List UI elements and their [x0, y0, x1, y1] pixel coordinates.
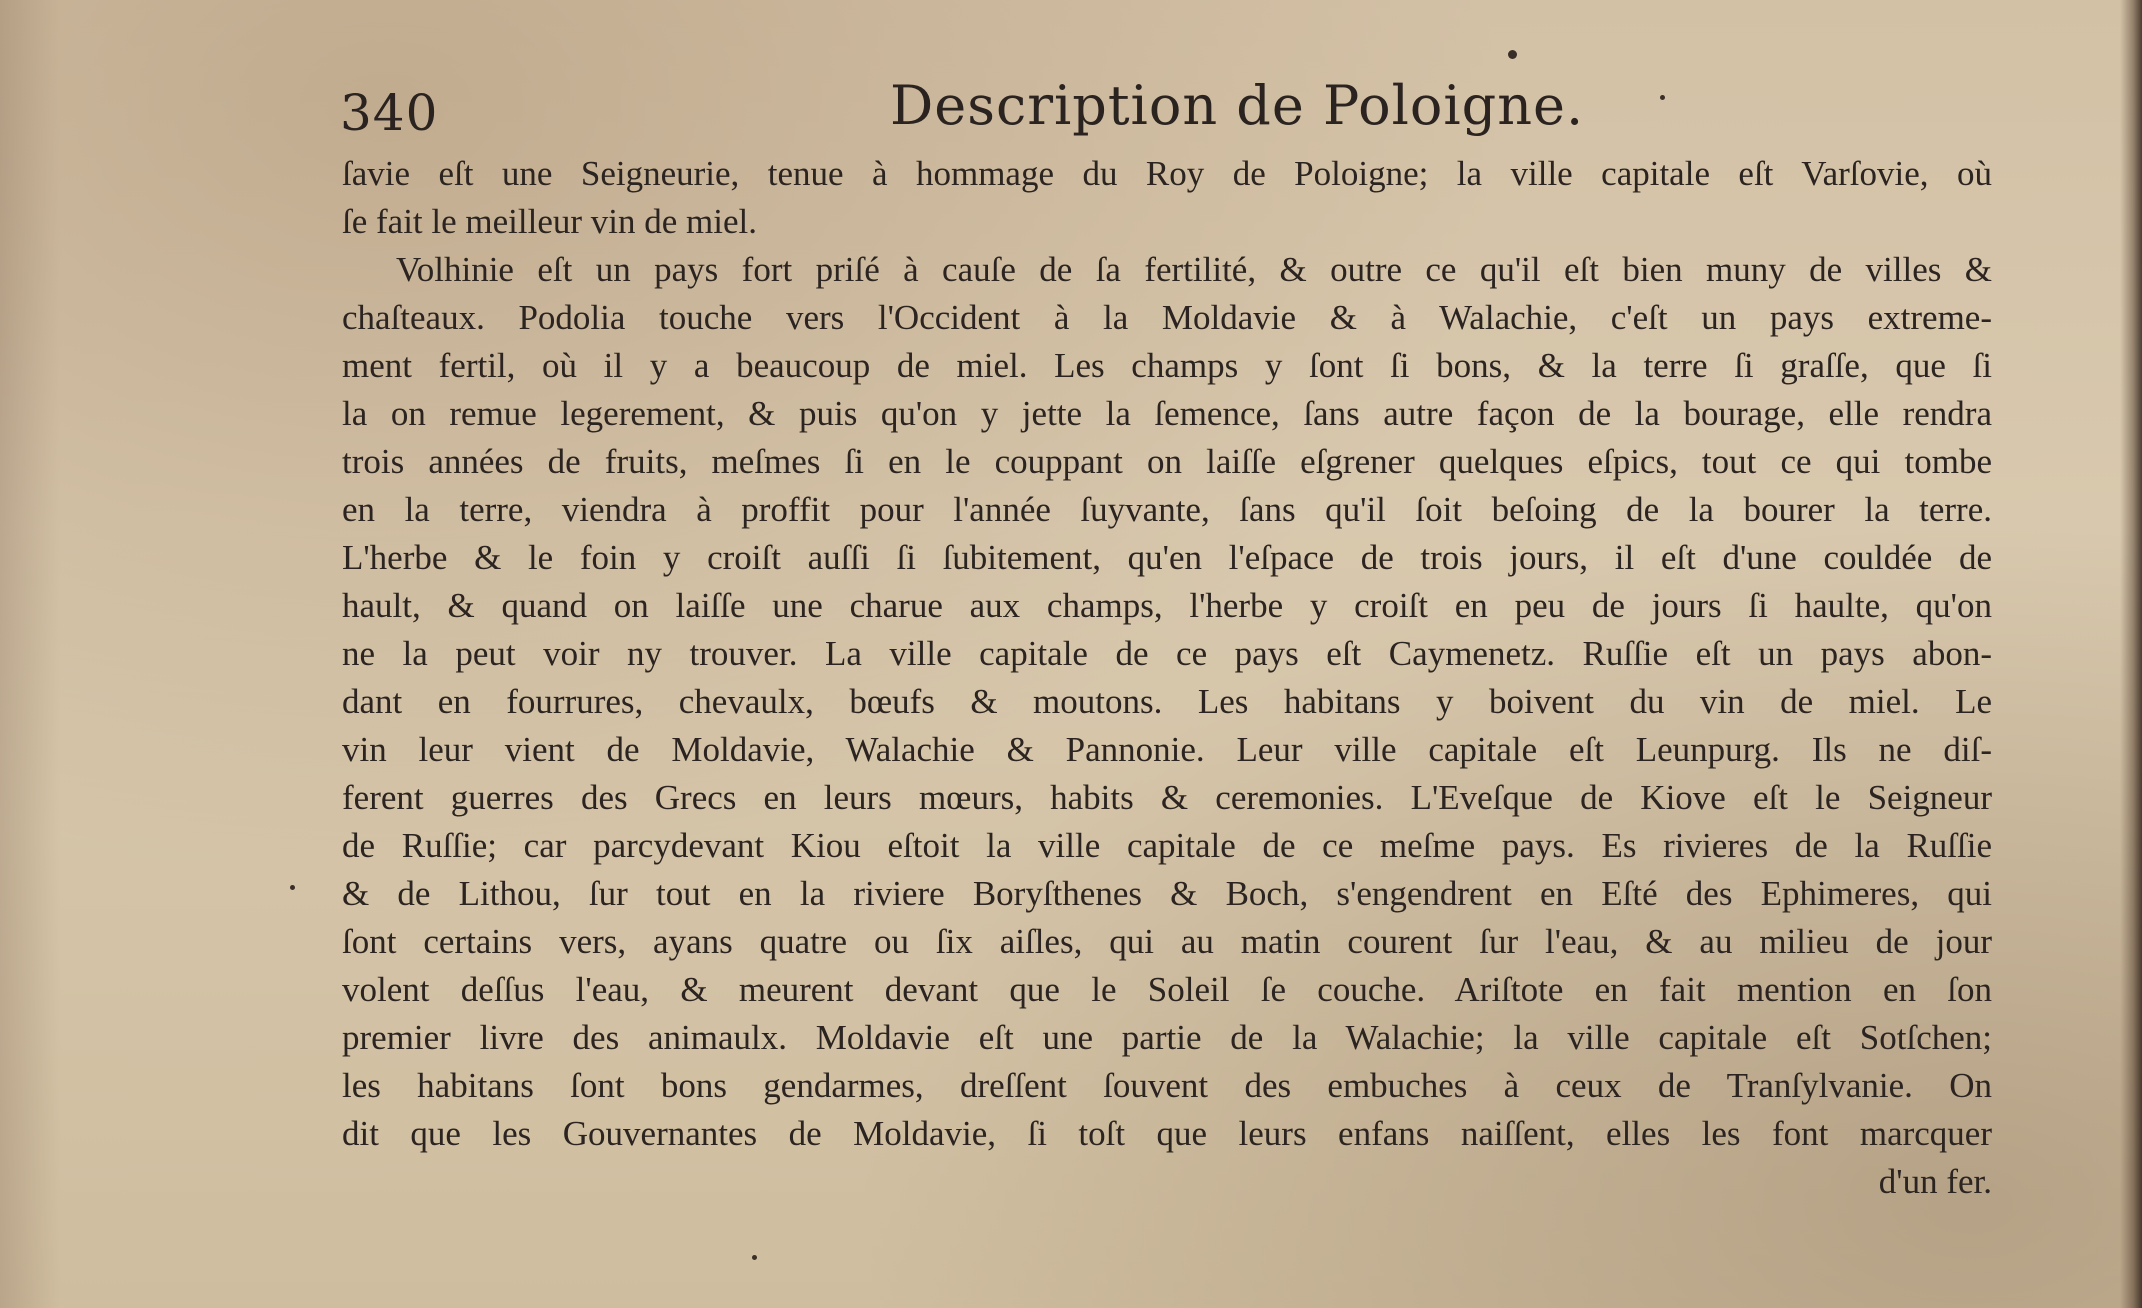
page-number: 340: [340, 84, 439, 142]
text-line: trois années de fruits, meſmes ſi en le couppant on laiſſe eſgrener quelques eſpics, tout ce qui tombe: [342, 442, 1992, 481]
body-text: [342, 150, 1992, 1206]
page-header: [340, 64, 2000, 154]
text-line: ſavie eſt une Seigneurie, tenue à hommage du Roy de Poloigne; la ville capitale eſt Varſovie, où: [342, 154, 1992, 193]
text-line: les habitans ſont bons gendarmes, dreſſent ſouvent des embuches à ceux de Tranſylvanie. On: [342, 1066, 1992, 1105]
text-line: ſe fait le meilleur vin de miel.: [342, 202, 757, 241]
page-edge-shadow: [2120, 0, 2142, 1308]
text-line: chaſteaux. Podolia touche vers l'Occident à la Moldavie & à Walachie, c'eſt un pays extreme-: [342, 298, 1992, 337]
running-title: Description de Poloigne.: [890, 74, 1585, 137]
text-line: volent deſſus l'eau, & meurent devant que le Soleil ſe couche. Ariſtote en fait mention en ſon: [342, 970, 1992, 1009]
text-line: en la terre, viendra à proffit pour l'année ſuyvante, ſans qu'il ſoit beſoing de la bourer la terre.: [342, 490, 1992, 529]
text-line: ſont certains vers, ayans quatre ou ſix aiſles, qui au matin courent ſur l'eau, & au milieu de jour: [342, 922, 1992, 961]
text-line: la on remue legerement, & puis qu'on y jette la ſemence, ſans autre façon de la bourage, elle rendra: [342, 394, 1992, 433]
ink-speck: [290, 885, 295, 890]
ink-speck: [1508, 50, 1517, 59]
text-line: Volhinie eſt un pays fort priſé à cauſe de ſa fertilité, & outre ce qu'il eſt bien muny de villes &: [396, 250, 1992, 289]
text-line: hault, & quand on laiſſe une charue aux champs, l'herbe y croiſt en peu de jours ſi haulte, qu'on: [342, 586, 1992, 625]
text-line: ferent guerres des Grecs en leurs mœurs, habits & ceremonies. L'Eveſque de Kiove eſt le Seigneur: [342, 778, 1992, 817]
text-line: vin leur vient de Moldavie, Walachie & Pannonie. Leur ville capitale eſt Leunpurg. Ils ne diſ-: [342, 730, 1992, 769]
text-line: L'herbe & le foin y croiſt auſſi ſi ſubitement, qu'en l'eſpace de trois jours, il eſt d'une couldée de: [342, 538, 1992, 577]
text-line: de Ruſſie; car parcydevant Kiou eſtoit la ville capitale de ce meſme pays. Es rivieres de la Ruſſie: [342, 826, 1992, 865]
text-line: ment fertil, où il y a beaucoup de miel. Les champs y ſont ſi bons, & la terre ſi graſſe, que ſi: [342, 346, 1992, 385]
gutter-shadow: [0, 0, 60, 1308]
ink-speck: [752, 1255, 757, 1260]
text-line: ne la peut voir ny trouver. La ville capitale de ce pays eſt Caymenetz. Ruſſie eſt un pays abon-: [342, 634, 1992, 673]
text-line: dit que les Gouvernantes de Moldavie, ſi toſt que leurs enfans naiſſent, elles les font marcquer: [342, 1114, 1992, 1153]
text-line: d'un fer.: [1878, 1162, 1992, 1201]
text-line: dant en fourrures, chevaulx, bœufs & moutons. Les habitans y boivent du vin de miel. Le: [342, 682, 1992, 721]
text-line: premier livre des animaulx. Moldavie eſt une partie de la Walachie; la ville capitale eſt Sotſchen;: [342, 1018, 1992, 1057]
text-line: & de Lithou, ſur tout en la riviere Boryſthenes & Boch, s'engendrent en Eſté des Ephimeres, qui: [342, 874, 1992, 913]
